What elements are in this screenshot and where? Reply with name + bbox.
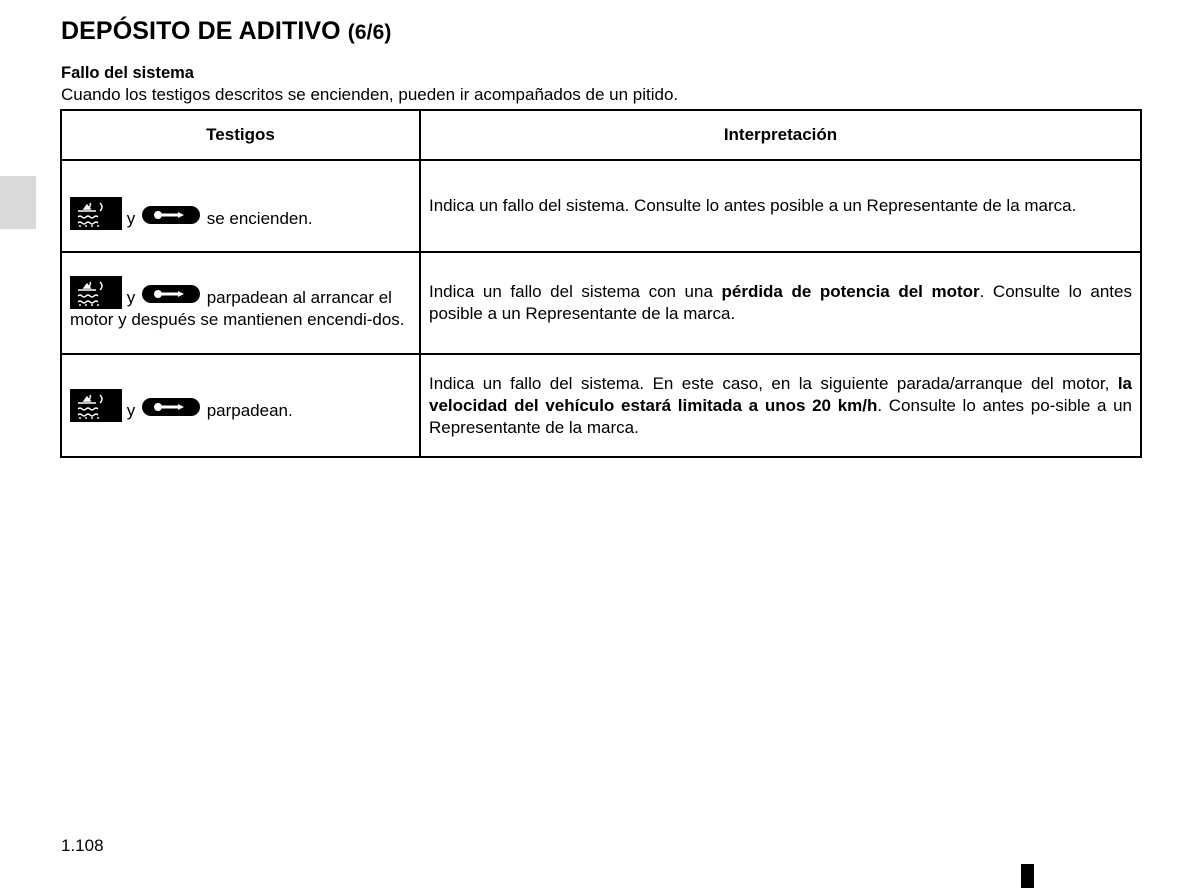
- interpretation-cell: [420, 252, 1141, 354]
- lamps-text: parpadean al arrancar el motor y después se mantienen encendi-dos.: [70, 288, 405, 329]
- lamps-connector: y: [126, 288, 136, 307]
- lamps-text: se encienden.: [206, 208, 313, 228]
- lamps-connector: y: [126, 401, 136, 420]
- spanner-warning-icon: [142, 285, 200, 303]
- interp-text: Indica un fallo del sistema con una: [429, 282, 722, 301]
- lamps-text: parpadean.: [206, 401, 293, 420]
- interpretation-cell: [420, 160, 1141, 252]
- page-corner-mark: [1021, 864, 1034, 888]
- spanner-warning-icon: [142, 206, 200, 224]
- interp-text: Indica un fallo del sistema. En este caso, en la siguiente parada/arranque del motor,: [429, 373, 1118, 393]
- page-number: 1.108: [61, 836, 104, 855]
- page-title-suffix: (6/6): [347, 21, 392, 44]
- table-row: [61, 354, 1141, 457]
- section-subheading: Fallo del sistema: [61, 64, 194, 82]
- interp-text: . Consulte lo antes posible a un Representante de la marca.: [429, 282, 1132, 323]
- header-interpretacion: Interpretación: [420, 110, 1141, 160]
- lamps-connector: y: [126, 208, 136, 228]
- interp-text: Indica un fallo del sistema. Consulte lo antes posible a un Representante de la marca.: [429, 196, 1077, 215]
- warning-lights-table: [60, 109, 1142, 458]
- table-row: [61, 160, 1141, 252]
- additive-level-warning-icon: [70, 389, 122, 422]
- spanner-warning-icon: [142, 398, 200, 416]
- lamps-cell: [61, 160, 420, 252]
- lamps-cell: [61, 354, 420, 457]
- section-intro: Cuando los testigos descritos se encienden, pueden ir acompañados de un pitido.: [61, 85, 679, 104]
- table-row: [61, 252, 1141, 354]
- chapter-tab: [0, 176, 36, 229]
- interp-bold: pérdida de potencia del motor: [721, 282, 980, 301]
- interp-bold: la velocidad del vehículo estará limitada a unos 20 km/h: [429, 373, 1132, 415]
- additive-level-warning-icon: [70, 276, 122, 309]
- page-title-main: DEPÓSITO DE ADITIVO: [61, 17, 341, 45]
- page-title: [61, 17, 391, 46]
- interpretation-cell: [420, 354, 1141, 457]
- header-testigos: Testigos: [61, 110, 420, 160]
- additive-level-warning-icon: [70, 197, 122, 230]
- interp-text: . Consulte lo antes po-sible a un Representante de la marca.: [429, 395, 1132, 437]
- lamps-cell: [61, 252, 420, 354]
- table-header-row: [61, 110, 1141, 160]
